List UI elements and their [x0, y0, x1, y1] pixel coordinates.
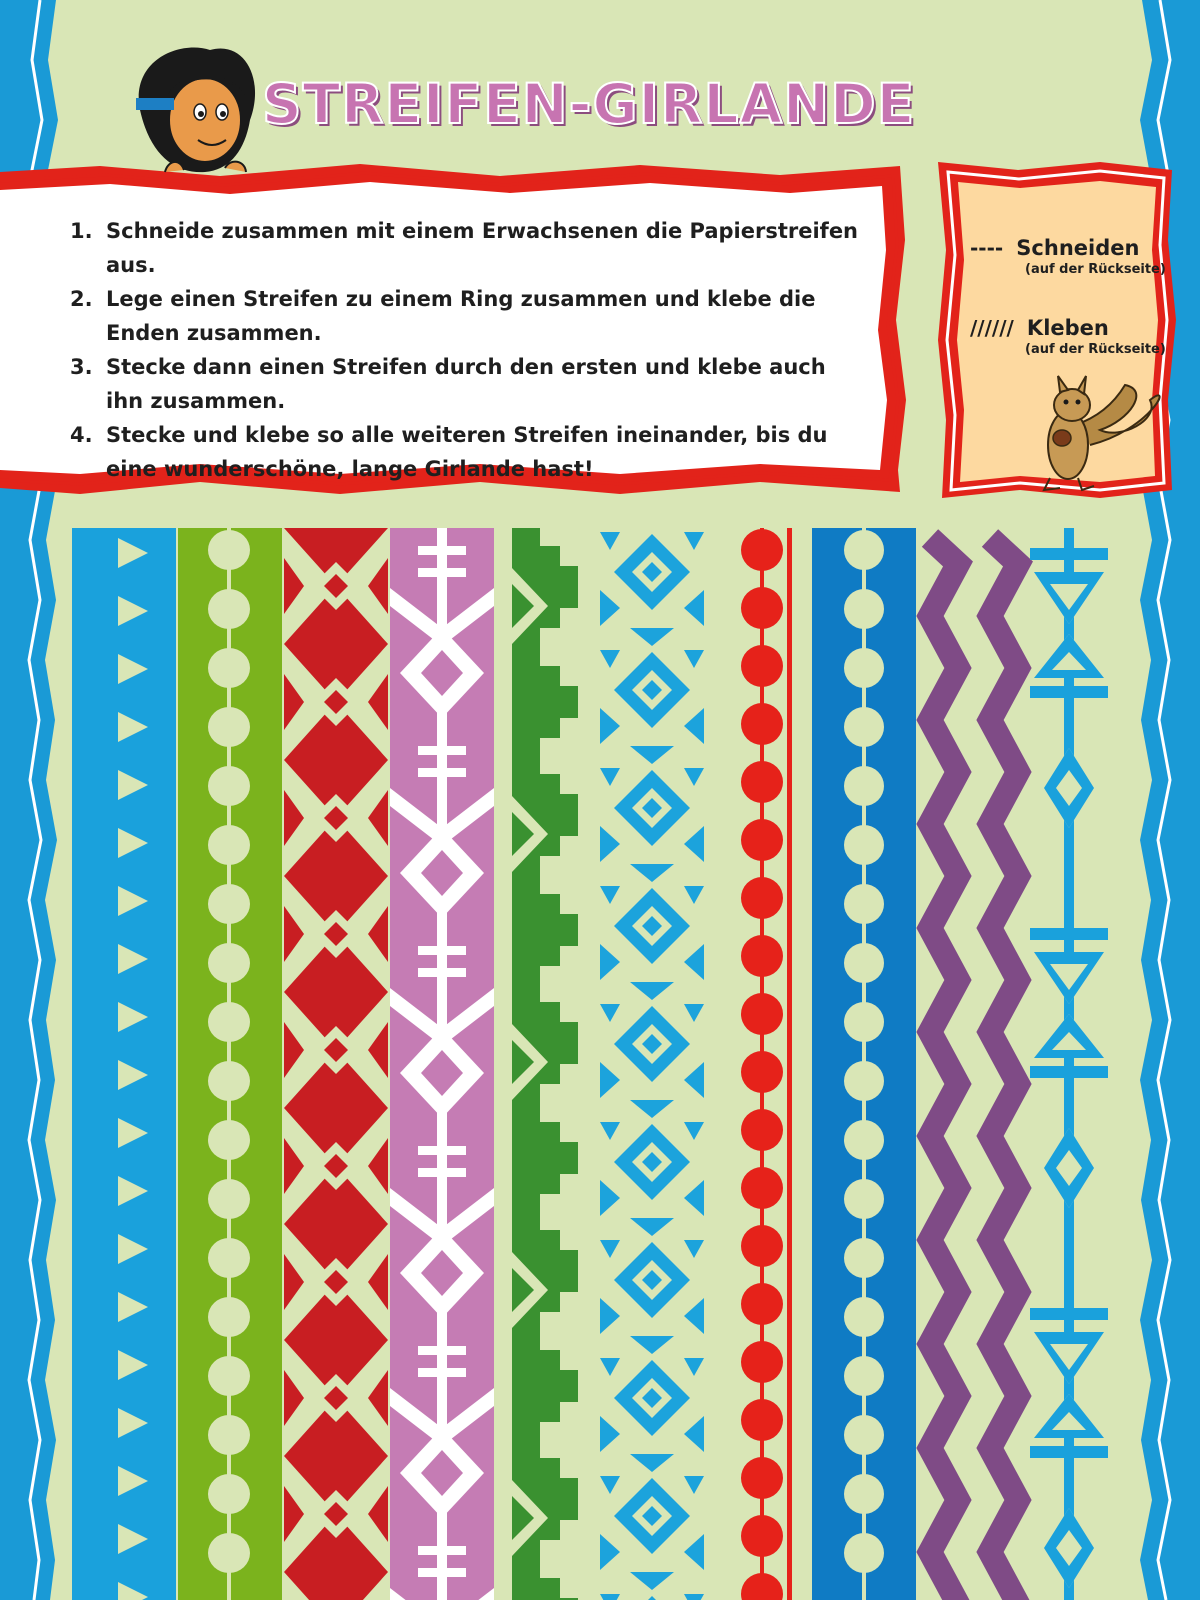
- strip-10-blue-arrows: [1030, 528, 1108, 1600]
- strip-4-pink-diamonds: [390, 528, 494, 1600]
- strip-8-blue-beads: [812, 528, 916, 1600]
- glue-label: Kleben: [1026, 316, 1109, 340]
- glue-line-symbol: //////: [970, 316, 1014, 340]
- strip-2-green-beads: [178, 528, 282, 1600]
- glue-note: (auf der Rückseite): [1025, 342, 1166, 357]
- strip-1-blue-triangles: [72, 528, 176, 1600]
- boy-character-icon: [136, 48, 255, 173]
- page-title: STREIFEN-GIRLANDE: [262, 72, 916, 136]
- legend-cut: [970, 236, 1166, 277]
- cut-note: (auf der Rückseite): [1025, 262, 1166, 277]
- step-number: 4.: [70, 423, 93, 447]
- step-text: Schneide zusammen mit einem Erwachsenen die Papierstreifen aus.: [106, 219, 859, 277]
- instruction-step: [70, 214, 870, 282]
- strip-6-lightblue-diamonds: [600, 532, 704, 1600]
- step-text: Stecke dann einen Streifen durch den ersten und klebe auch ihn zusammen.: [106, 355, 826, 413]
- legend-glue: [970, 316, 1166, 357]
- step-number: 1.: [70, 219, 93, 243]
- strip-5-green-steps: [512, 528, 578, 1600]
- instruction-step: [70, 418, 870, 486]
- instruction-step: [70, 350, 870, 418]
- instruction-list: [70, 214, 870, 486]
- step-text: Lege einen Streifen zu einem Ring zusammen und klebe die Enden zusammen.: [106, 287, 816, 345]
- cut-label: Schneiden: [1016, 236, 1140, 260]
- instruction-step: [70, 282, 870, 350]
- strip-7-red-beads: [741, 528, 792, 1600]
- strip-3-red-diamonds: [284, 528, 388, 1600]
- cut-line-symbol: ----: [970, 236, 1004, 260]
- strip-9-purple-zigzag: [930, 538, 1018, 1600]
- step-text: Stecke und klebe so alle weiteren Streifen ineinander, bis du eine wunderschöne, lange Girlande hast!: [106, 423, 828, 481]
- step-number: 3.: [70, 355, 93, 379]
- step-number: 2.: [70, 287, 93, 311]
